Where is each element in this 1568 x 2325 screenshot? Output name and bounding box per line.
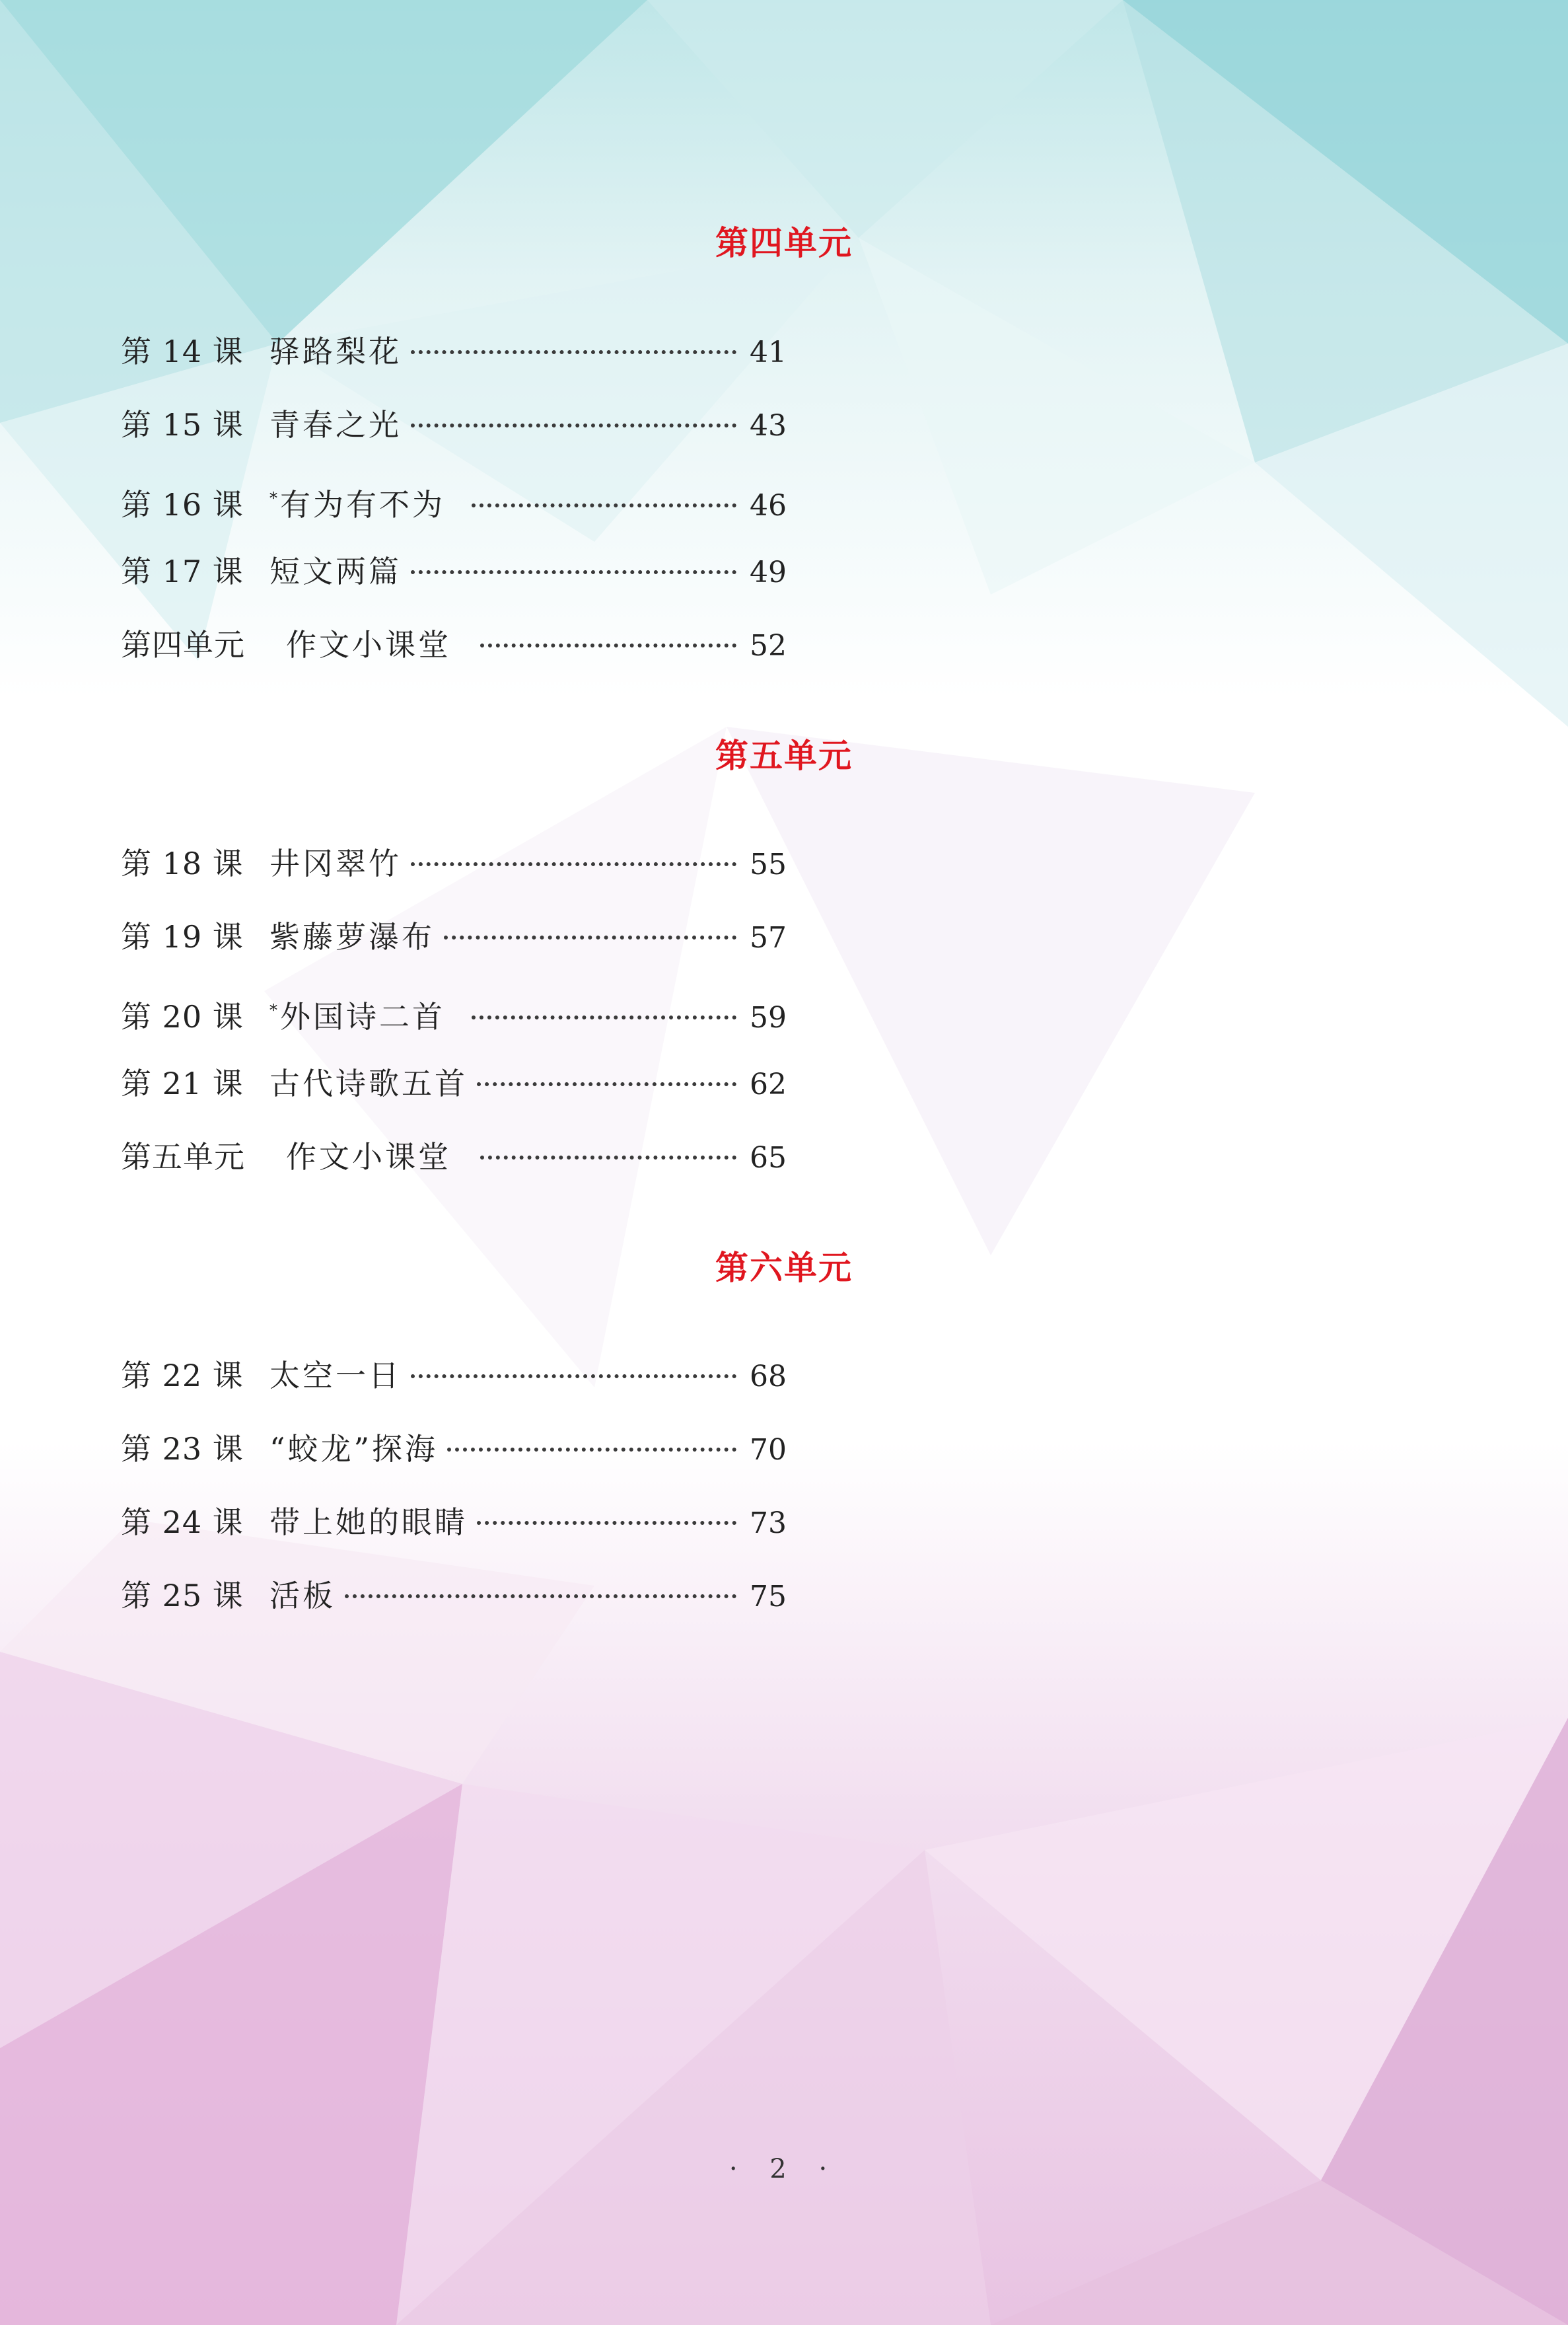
unit-title: 第六单元 <box>715 1249 853 1287</box>
lesson-title: 外国诗二首 <box>280 999 445 1035</box>
lesson-number: 第 15 课 <box>121 407 244 443</box>
toc-entry[interactable] <box>121 1354 787 1397</box>
page-number: 46 <box>750 489 787 523</box>
lesson-title: “蛟龙”探海 <box>269 1431 439 1467</box>
toc-entry[interactable] <box>121 1574 787 1617</box>
toc-entry[interactable] <box>121 842 787 885</box>
unit-title: 第五单元 <box>715 737 853 775</box>
lesson-title: 太空一日 <box>269 1358 402 1393</box>
toc-entry[interactable] <box>121 404 787 446</box>
lesson-number: 第 21 课 <box>121 1066 244 1101</box>
lesson-number: 第五单元 <box>121 1139 245 1175</box>
lesson-title: 井冈翠竹 <box>269 846 402 881</box>
page-number: 68 <box>750 1360 787 1393</box>
page-number: 49 <box>750 556 787 589</box>
lesson-title: 作文小课堂 <box>286 1139 451 1175</box>
optional-lesson-star: * <box>269 489 277 507</box>
lesson-number: 第 16 课 <box>121 487 244 523</box>
toc-entry[interactable] <box>121 330 787 373</box>
toc-entry[interactable] <box>121 624 787 666</box>
dot-leader <box>472 1015 736 1019</box>
toc-entry[interactable] <box>121 1136 787 1178</box>
dot-leader <box>472 503 736 507</box>
lesson-title: 活板 <box>269 1578 336 1613</box>
dot-leader <box>411 1374 736 1378</box>
lesson-title: 驿路梨花 <box>269 334 402 369</box>
toc-entry[interactable] <box>121 1501 787 1543</box>
dot-leader <box>345 1594 736 1598</box>
page-number: 62 <box>750 1068 787 1101</box>
page-number: 65 <box>750 1141 787 1175</box>
lesson-number: 第 19 课 <box>121 919 244 955</box>
lesson-title: 青春之光 <box>269 407 402 443</box>
lesson-number: 第四单元 <box>121 627 245 663</box>
lesson-title: 作文小课堂 <box>286 627 451 663</box>
dot-leader <box>444 936 736 940</box>
lesson-title: 短文两篇 <box>269 554 402 589</box>
optional-lesson-star: * <box>269 1001 277 1019</box>
dot-leader <box>411 570 736 574</box>
lesson-title: 有为有不为 <box>280 487 445 523</box>
lesson-number: 第 25 课 <box>121 1578 244 1613</box>
dot-leader <box>480 644 736 647</box>
lesson-number: 第 24 课 <box>121 1504 244 1540</box>
lesson-number: 第 18 课 <box>121 846 244 881</box>
lesson-number: 第 23 课 <box>121 1431 244 1467</box>
lesson-title: 古代诗歌五首 <box>269 1066 468 1101</box>
toc-entry[interactable] <box>121 1428 787 1470</box>
toc-entry[interactable] <box>121 550 787 593</box>
dot-leader <box>411 350 736 354</box>
dot-leader <box>477 1082 736 1086</box>
toc-entry[interactable] <box>121 989 787 1035</box>
toc-entry[interactable] <box>121 916 787 958</box>
page-number: 73 <box>750 1506 787 1540</box>
lesson-number: 第 17 课 <box>121 554 244 589</box>
lesson-number: 第 22 课 <box>121 1358 244 1393</box>
lesson-title: 紫藤萝瀑布 <box>269 919 435 955</box>
page-number: 41 <box>750 336 787 369</box>
page-number: 75 <box>750 1580 787 1613</box>
page-number: 43 <box>750 409 787 443</box>
dot-leader <box>447 1448 736 1452</box>
page-number: 70 <box>750 1433 787 1467</box>
page-number: 55 <box>750 848 787 881</box>
unit-title: 第四单元 <box>715 224 853 262</box>
page-number: 52 <box>750 629 787 663</box>
lesson-number: 第 14 课 <box>121 334 244 369</box>
toc-entry[interactable] <box>121 477 787 523</box>
lesson-number: 第 20 课 <box>121 999 244 1035</box>
toc-entry[interactable] <box>121 1062 787 1105</box>
dot-leader <box>411 424 736 427</box>
page-number: 57 <box>750 921 787 955</box>
page-number: 59 <box>750 1001 787 1035</box>
dot-leader <box>480 1156 736 1160</box>
dot-leader <box>477 1521 736 1525</box>
footer-page-number: · 2 · <box>729 2154 839 2184</box>
dot-leader <box>411 862 736 866</box>
lesson-title: 带上她的眼睛 <box>269 1504 468 1540</box>
